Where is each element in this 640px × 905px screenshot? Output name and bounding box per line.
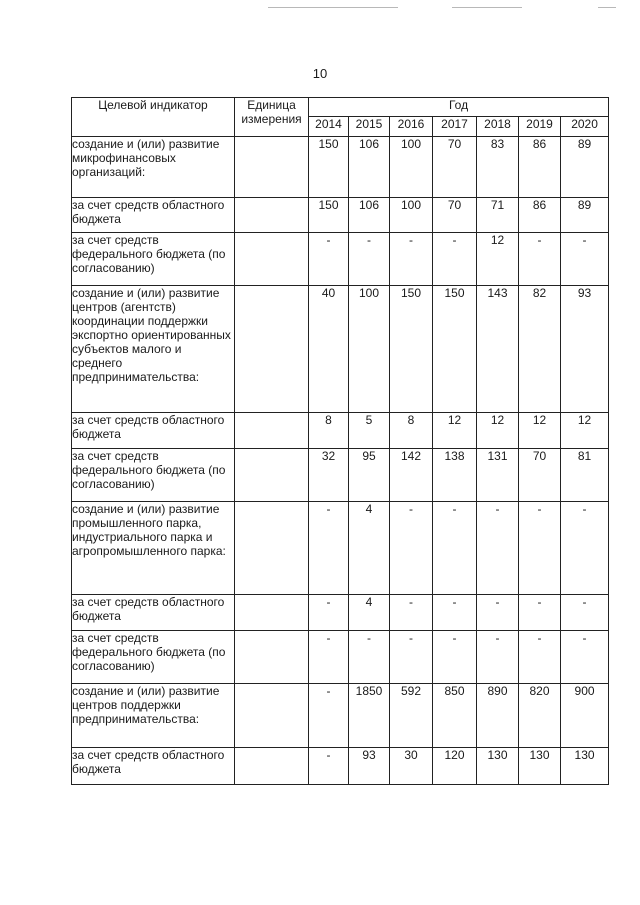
table-row <box>72 684 609 748</box>
page-number: 10 <box>312 66 328 81</box>
value-cell: - <box>309 684 349 748</box>
value-cell: - <box>349 631 390 684</box>
header-year-group: Год <box>309 98 609 117</box>
value-cell: 89 <box>561 137 609 198</box>
value-cell: - <box>309 631 349 684</box>
indicator-label: создание и (или) развитие промышленного парка, индустриального парка и агропромышленного парка: <box>72 502 235 595</box>
unit-cell <box>235 198 309 233</box>
header-year: 2014 <box>309 117 349 137</box>
value-cell: 71 <box>477 198 519 233</box>
value-cell: 890 <box>477 684 519 748</box>
unit-cell <box>235 233 309 286</box>
scan-artifact-line <box>598 7 616 8</box>
value-cell: 12 <box>561 413 609 449</box>
table-row <box>72 449 609 502</box>
value-cell: 100 <box>349 286 390 413</box>
table-row <box>72 413 609 449</box>
value-cell: 12 <box>477 413 519 449</box>
value-cell: 32 <box>309 449 349 502</box>
indicator-label: за счет средств федерального бюджета (по согласованию) <box>72 631 235 684</box>
value-cell: 138 <box>433 449 477 502</box>
value-cell: - <box>433 233 477 286</box>
value-cell: - <box>390 233 433 286</box>
value-cell: 86 <box>519 137 561 198</box>
value-cell: 143 <box>477 286 519 413</box>
value-cell: - <box>309 748 349 785</box>
value-cell: 4 <box>349 595 390 631</box>
value-cell: - <box>309 595 349 631</box>
value-cell: - <box>561 595 609 631</box>
value-cell: - <box>561 233 609 286</box>
table-row <box>72 137 609 198</box>
header-year: 2020 <box>561 117 609 137</box>
value-cell: 120 <box>433 748 477 785</box>
value-cell: - <box>309 233 349 286</box>
value-cell: 70 <box>433 198 477 233</box>
indicator-label: создание и (или) развитие микрофинансовых организаций: <box>72 137 235 198</box>
header-year: 2017 <box>433 117 477 137</box>
value-cell: - <box>519 233 561 286</box>
value-cell: 150 <box>433 286 477 413</box>
value-cell: 8 <box>309 413 349 449</box>
value-cell: 82 <box>519 286 561 413</box>
value-cell: 1850 <box>349 684 390 748</box>
table-row <box>72 286 609 413</box>
header-year: 2015 <box>349 117 390 137</box>
value-cell: 12 <box>477 233 519 286</box>
unit-cell <box>235 449 309 502</box>
indicator-label: за счет средств федерального бюджета (по согласованию) <box>72 449 235 502</box>
value-cell: - <box>433 631 477 684</box>
value-cell: - <box>519 631 561 684</box>
unit-cell <box>235 137 309 198</box>
value-cell: - <box>477 631 519 684</box>
value-cell: - <box>390 631 433 684</box>
value-cell: - <box>433 595 477 631</box>
value-cell: 130 <box>477 748 519 785</box>
value-cell: 12 <box>433 413 477 449</box>
table-row <box>72 233 609 286</box>
value-cell: - <box>309 502 349 595</box>
indicator-label: за счет средств областного бюджета <box>72 595 235 631</box>
unit-cell <box>235 631 309 684</box>
value-cell: 30 <box>390 748 433 785</box>
indicator-label: за счет средств областного бюджета <box>72 198 235 233</box>
indicator-label: за счет средств областного бюджета <box>72 748 235 785</box>
unit-cell <box>235 502 309 595</box>
value-cell: - <box>519 502 561 595</box>
unit-cell <box>235 748 309 785</box>
value-cell: 12 <box>519 413 561 449</box>
header-row <box>72 98 609 117</box>
indicator-label: создание и (или) развитие центров поддержки предпринимательства: <box>72 684 235 748</box>
header-unit: Единица измерения <box>235 98 309 137</box>
value-cell: 83 <box>477 137 519 198</box>
value-cell: 150 <box>390 286 433 413</box>
indicator-table <box>71 97 609 785</box>
value-cell: - <box>519 595 561 631</box>
value-cell: 131 <box>477 449 519 502</box>
value-cell: 81 <box>561 449 609 502</box>
header-year: 2016 <box>390 117 433 137</box>
value-cell: 592 <box>390 684 433 748</box>
value-cell: 89 <box>561 198 609 233</box>
header-year: 2019 <box>519 117 561 137</box>
value-cell: - <box>561 502 609 595</box>
value-cell: 150 <box>309 198 349 233</box>
table-row <box>72 502 609 595</box>
value-cell: 95 <box>349 449 390 502</box>
value-cell: - <box>433 502 477 595</box>
unit-cell <box>235 413 309 449</box>
table-body <box>72 137 609 785</box>
header-year: 2018 <box>477 117 519 137</box>
value-cell: 130 <box>519 748 561 785</box>
value-cell: 150 <box>309 137 349 198</box>
table-row <box>72 198 609 233</box>
unit-cell <box>235 595 309 631</box>
value-cell: 100 <box>390 198 433 233</box>
value-cell: - <box>477 502 519 595</box>
scan-artifact-line <box>452 7 522 8</box>
value-cell: - <box>390 595 433 631</box>
indicator-label: за счет средств федерального бюджета (по согласованию) <box>72 233 235 286</box>
value-cell: 142 <box>390 449 433 502</box>
value-cell: 70 <box>433 137 477 198</box>
value-cell: - <box>561 631 609 684</box>
table-row <box>72 748 609 785</box>
value-cell: - <box>477 595 519 631</box>
table-row <box>72 631 609 684</box>
indicator-label: за счет средств областного бюджета <box>72 413 235 449</box>
value-cell: 106 <box>349 198 390 233</box>
value-cell: - <box>349 233 390 286</box>
scan-artifact-line <box>268 7 398 8</box>
header-indicator: Целевой индикатор <box>72 98 235 137</box>
value-cell: 130 <box>561 748 609 785</box>
value-cell: - <box>390 502 433 595</box>
value-cell: 900 <box>561 684 609 748</box>
unit-cell <box>235 684 309 748</box>
value-cell: 850 <box>433 684 477 748</box>
table-row <box>72 595 609 631</box>
value-cell: 100 <box>390 137 433 198</box>
indicator-label: создание и (или) развитие центров (агентств) координации поддержки экспортно ориентированных субъектов малого и среднего предпринимательства: <box>72 286 235 413</box>
unit-cell <box>235 286 309 413</box>
value-cell: 86 <box>519 198 561 233</box>
value-cell: 93 <box>349 748 390 785</box>
value-cell: 106 <box>349 137 390 198</box>
value-cell: 8 <box>390 413 433 449</box>
value-cell: 5 <box>349 413 390 449</box>
value-cell: 93 <box>561 286 609 413</box>
value-cell: 4 <box>349 502 390 595</box>
value-cell: 70 <box>519 449 561 502</box>
value-cell: 820 <box>519 684 561 748</box>
value-cell: 40 <box>309 286 349 413</box>
